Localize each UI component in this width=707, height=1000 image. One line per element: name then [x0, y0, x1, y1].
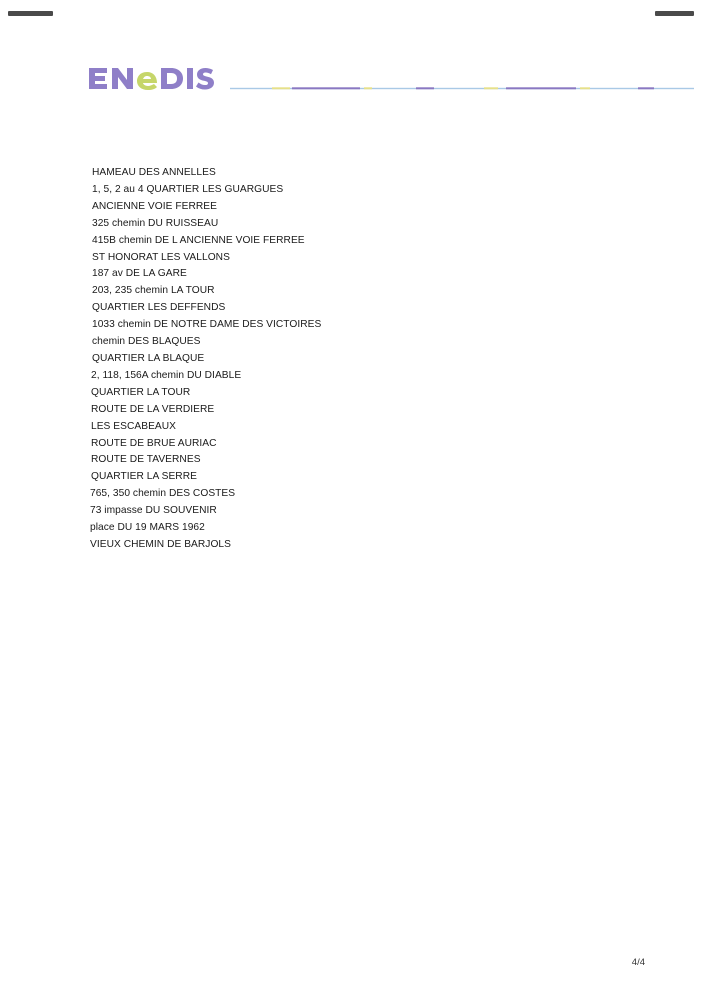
address-line: 203, 235 chemin LA TOUR	[92, 285, 215, 297]
enedis-logo	[87, 62, 222, 94]
scan-mark-right	[655, 11, 694, 16]
address-line: place DU 19 MARS 1962	[90, 522, 205, 534]
address-list	[92, 165, 321, 554]
address-line: QUARTIER LES DEFFENDS	[92, 302, 226, 314]
address-line: 73 impasse DU SOUVENIR	[90, 505, 217, 517]
address-line: ANCIENNE VOIE FERREE	[92, 200, 217, 212]
address-line: ROUTE DE LA VERDIERE	[91, 403, 215, 415]
page-number: 4/4	[631, 957, 645, 968]
header-rule-graphic	[230, 87, 694, 90]
address-line: 2, 118, 156A chemin DU DIABLE	[91, 369, 242, 381]
address-line: chemin DES BLAQUES	[92, 336, 201, 348]
scan-mark-left	[8, 11, 53, 16]
address-line: ROUTE DE BRUE AURIAC	[91, 437, 217, 449]
address-line: 415B chemin DE L ANCIENNE VOIE FERREE	[92, 234, 305, 246]
address-line: QUARTIER LA SERRE	[91, 471, 197, 483]
address-line: 187 av DE LA GARE	[92, 268, 187, 280]
address-line: QUARTIER LA BLAQUE	[92, 352, 205, 364]
address-line: 1, 5, 2 au 4 QUARTIER LES GUARGUES	[92, 183, 284, 195]
header-rule	[230, 87, 694, 90]
address-line: 325 chemin DU RUISSEAU	[92, 217, 219, 229]
address-line: 765, 350 chemin DES COSTES	[90, 488, 236, 500]
address-line: QUARTIER LA TOUR	[91, 386, 191, 398]
address-line: ROUTE DE TAVERNES	[91, 454, 201, 466]
enedis-logo-graphic	[87, 62, 222, 94]
address-line: 1033 chemin DE NOTRE DAME DES VICTOIRES	[92, 319, 322, 331]
address-line: HAMEAU DES ANNELLES	[92, 167, 216, 178]
address-line: LES ESCABEAUX	[91, 420, 177, 432]
address-line: ST HONORAT LES VALLONS	[92, 251, 230, 263]
address-line: VIEUX CHEMIN DE BARJOLS	[90, 538, 231, 550]
